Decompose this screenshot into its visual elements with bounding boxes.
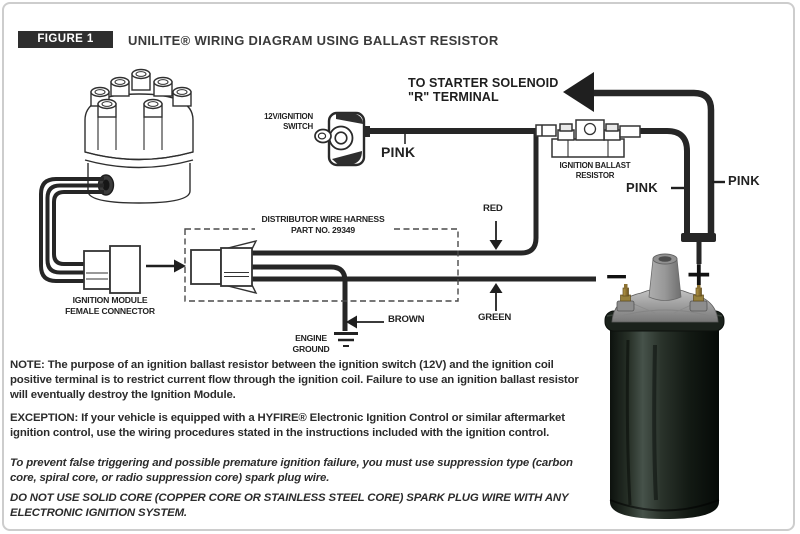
ignition-switch-drawing [315, 113, 370, 165]
wire-label-pink-coil-left: PINK [626, 180, 658, 195]
red-label-arrow-icon [490, 221, 503, 250]
starter-solenoid-arrow-icon [563, 72, 594, 112]
ignition-switch-label: 12V/IGNITION SWITCH [264, 112, 313, 132]
ground-symbol-icon [334, 334, 358, 347]
ballast-resistor-label: IGNITION BALLAST RESISTOR [559, 161, 631, 181]
solid-core-warning-paragraph: DO NOT USE SOLID CORE (COPPER CORE OR STAINLESS STEEL CORE) SPARK PLUG WIRE WITH ANY ELECTRONIC IGNITION SYSTEM. [10, 492, 569, 520]
wire-label-pink-coil-right: PINK [728, 173, 760, 188]
note-paragraph: NOTE: The purpose of an ignition ballast resistor between the ignition switch (12V) and the ignition coil positive terminal is to restrict current flow through the ignition coil. Failure to use an ignition ballast resistor will eventually destroy the Ignition Module. [10, 359, 579, 402]
ballast-resistor-drawing [536, 120, 640, 157]
ignition-module-female-connector-drawing [84, 246, 140, 293]
wire-label-brown: BROWN [388, 314, 425, 325]
module-connector-label: IGNITION MODULE FEMALE CONNECTOR [65, 295, 155, 317]
exception-paragraph: EXCEPTION: If your vehicle is equipped with a HYFIRE® Electronic Ignition Control or similar aftermarket ignition control, use the wiring procedures stated in the instructions included with the ignition control. [10, 412, 565, 440]
starter-solenoid-label: TO STARTER SOLENOID "R" TERMINAL [408, 76, 559, 105]
distributor-cap-drawing [85, 70, 193, 204]
coil-negative-terminal-sign: − [604, 259, 630, 294]
wire-label-red: RED [483, 203, 503, 214]
harness-label: DISTRIBUTOR WIRE HARNESS PART NO. 29349 [255, 213, 391, 237]
coil-positive-terminal-sign: + [685, 254, 713, 293]
figure-tag: FIGURE 1 [18, 31, 113, 48]
wire-label-pink-switch: PINK [381, 144, 416, 160]
suppression-paragraph: To prevent false triggering and possible premature ignition failure, you must use suppression type (carbon core, spiral core, or radio suppression core) spark plug wire. [10, 457, 573, 485]
brown-label-arrow-icon [346, 316, 384, 329]
green-label-arrow-icon [490, 283, 503, 311]
connector-arrow-icon [146, 260, 186, 273]
harness-male-connector-drawing [191, 241, 256, 293]
engine-ground-label: ENGINE GROUND [292, 333, 330, 355]
figure-title: UNILITE® WIRING DIAGRAM USING BALLAST RESISTOR [128, 33, 499, 48]
wire-label-green: GREEN [478, 312, 512, 323]
